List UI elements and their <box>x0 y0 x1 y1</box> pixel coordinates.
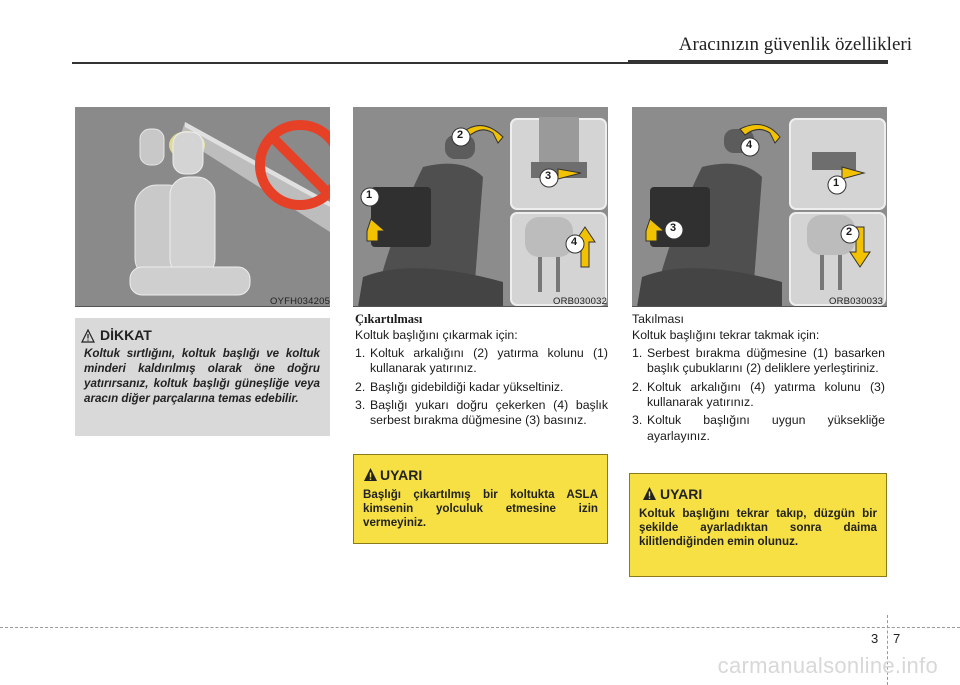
warning-triangle-icon <box>81 329 95 343</box>
page-number: 7 <box>893 631 901 646</box>
callout-1: 1 <box>366 189 373 201</box>
list-item: 3. Koltuk başlığını uygun yüksekliğe ayarlayınız. <box>632 413 885 443</box>
warning-box <box>353 454 608 544</box>
list-item: 1. Koltuk arkalığını (2) yatırma kolunu (1) kullanarak yatırınız. <box>355 345 608 376</box>
warning-triangle-icon <box>363 467 378 482</box>
figure-code: OYFH034205 <box>270 296 331 307</box>
figure-headrest-installation-illustration <box>632 107 887 307</box>
list-item: 1. Serbest bırakma düğmesine (1) basarken başlık çubuklarını (2) deliklere yerleştiriniz. <box>632 345 885 376</box>
installation-steps <box>632 346 885 444</box>
figure-code: ORB030033 <box>829 296 884 307</box>
caution-body: Koltuk sırtlığını, koltuk başlığı ve koltuk minderi kaldırılmış olarak öne doğru yatırırsanız, koltuk başlığı güneşliğe veya aracın diğer parçalarına temas edebilir. <box>84 347 320 405</box>
figure-caption-rule <box>353 306 608 307</box>
figure-headrest-sunvisor-illustration <box>75 107 330 307</box>
footer-rule <box>0 627 960 628</box>
list-item: 2. Koltuk arkalığını (4) yatırma kolunu (3) kullanarak yatırınız. <box>632 379 885 410</box>
figure-headrest-removal <box>353 107 608 307</box>
warning-box <box>629 473 887 577</box>
callout-1: 1 <box>833 177 840 189</box>
removal-section <box>355 312 608 432</box>
warning-title: UYARI <box>380 467 423 483</box>
warning-body: Koltuk başlığını tekrar takıp, düzgün bir şekilde ayarladıktan sonra daima kilitlendiğinden emin olunuz. <box>639 507 877 548</box>
installation-heading: Takılması <box>632 312 684 326</box>
caution-box <box>75 318 330 436</box>
callout-3: 3 <box>670 222 677 234</box>
callout-4: 4 <box>571 236 578 248</box>
watermark: carmanualsonline.info <box>717 653 938 678</box>
installation-section <box>632 312 885 447</box>
removal-steps <box>355 346 608 429</box>
callout-2: 2 <box>457 129 464 141</box>
callout-3: 3 <box>545 170 552 182</box>
warning-triangle-icon <box>642 486 657 501</box>
chapter-number: 3 <box>871 631 879 646</box>
callout-4: 4 <box>746 139 753 151</box>
warning-title: UYARI <box>660 486 703 502</box>
figure-caption-rule <box>632 306 887 307</box>
removal-heading: Çıkartılması <box>355 312 423 326</box>
figure-headrest-sunvisor <box>75 107 330 307</box>
header-rule-accent <box>628 60 888 64</box>
figure-code: ORB030032 <box>553 296 608 307</box>
callout-2: 2 <box>846 226 853 238</box>
figure-caption-rule <box>75 306 330 307</box>
removal-intro: Koltuk başlığını çıkarmak için: <box>355 328 518 343</box>
chapter-title: Aracınızın güvenlik özellikleri <box>678 34 912 55</box>
figure-headrest-removal-illustration <box>353 107 608 307</box>
figure-headrest-installation <box>632 107 887 307</box>
list-item: 2. Başlığı gidebildiği kadar yükseltiniz. <box>355 379 564 394</box>
installation-intro: Koltuk başlığını tekrar takmak için: <box>632 328 820 343</box>
warning-body: Başlığı çıkartılmış bir koltukta ASLA kimsenin yolculuk etmesine izin vermeyiniz. <box>363 488 598 529</box>
list-item: 3. Başlığı yukarı doğru çekerken (4) başlık serbest bırakma düğmesine (3) basınız. <box>355 398 608 428</box>
caution-title: DİKKAT <box>100 327 152 343</box>
